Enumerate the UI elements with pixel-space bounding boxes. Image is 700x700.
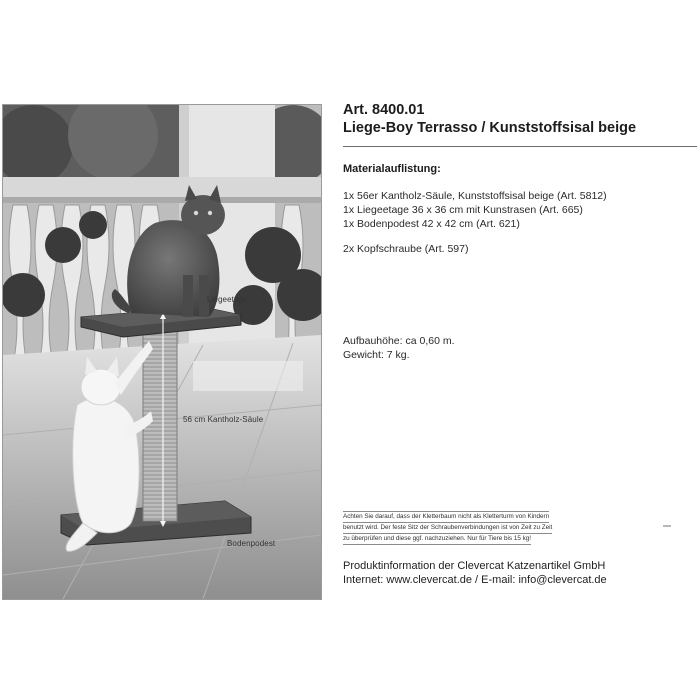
- label-base: Bodenpodest: [227, 539, 276, 548]
- materials-heading: Materialauflistung:: [343, 163, 441, 175]
- warning-line: benutzt wird. Der feste Sitz der Schraubenverbindungen ist von Zeit zu Zeit: [343, 523, 552, 534]
- material-item-screws: 2x Kopfschraube (Art. 597): [343, 243, 469, 255]
- spec-weight: Gewicht: 7 kg.: [343, 349, 410, 361]
- spec-height: Aufbauhöhe: ca 0,60 m.: [343, 335, 455, 347]
- article-number: Art. 8400.01: [343, 102, 425, 118]
- safety-warning: [343, 511, 575, 545]
- footer-company: Produktinformation der Clevercat Katzenartikel GmbH: [343, 560, 606, 572]
- product-photo-drawing: [3, 105, 321, 599]
- material-item-post: 1x 56er Kantholz-Säule, Kunststoffsisal beige (Art. 5812): [343, 190, 607, 202]
- label-platform: Liegeetage: [207, 295, 248, 304]
- balustrade-rail: [3, 177, 321, 197]
- label-post: 56 cm Kantholz-Säule: [183, 415, 264, 424]
- product-title: Liege-Boy Terrasso / Kunststoffsisal beige: [343, 120, 637, 136]
- warning-line: Achten Sie darauf, dass der Kletterbaum nicht als Kletterturm von Kindern: [343, 511, 549, 523]
- footer-contact: Internet: www.clevercat.de / E-mail: info@clevercat.de: [343, 574, 607, 586]
- warning-line: zu überprüfen und diese ggf. nachzuziehen. Nur für Tiere bis 15 kg!: [343, 534, 531, 545]
- material-item-base: 1x Bodenpodest 42 x 42 cm (Art. 621): [343, 218, 520, 230]
- scan-mark: [663, 525, 671, 527]
- material-item-platform: 1x Liegeetage 36 x 36 cm mit Kunstrasen (Art. 665): [343, 204, 583, 216]
- title-divider: [343, 146, 697, 147]
- product-photo: [2, 104, 322, 600]
